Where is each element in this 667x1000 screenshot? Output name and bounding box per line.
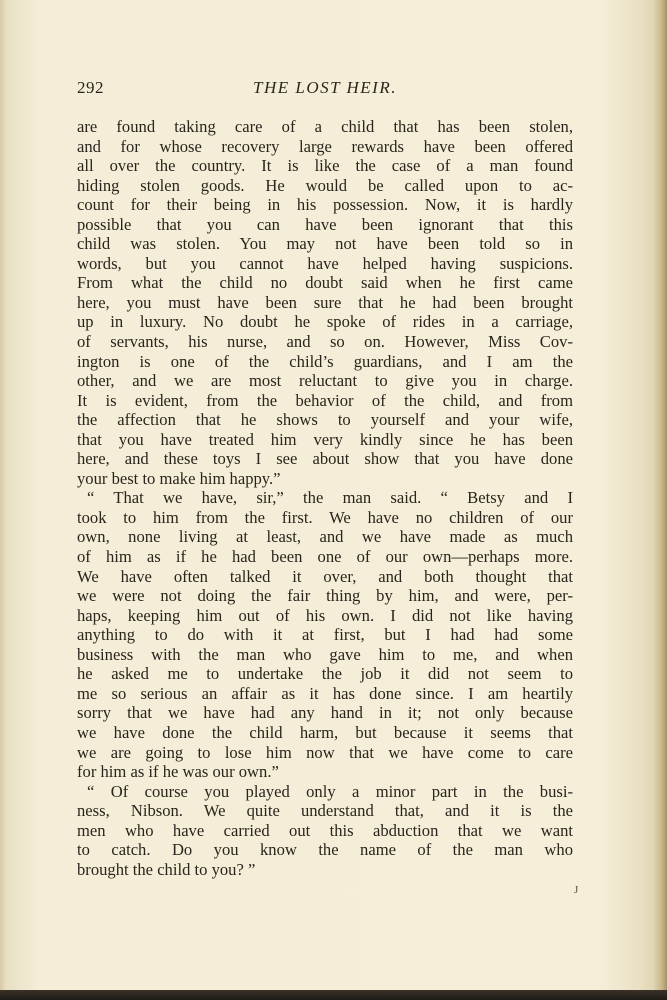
- text-line: brought the child to you? ”: [77, 859, 256, 879]
- text-line: possible that you can have been ignorant that this: [77, 214, 573, 234]
- text-line: up in luxury. No doubt he spoke of rides in a carriage,: [77, 312, 573, 332]
- running-title: THE LOST HEIR.: [253, 78, 397, 97]
- text-line: anything to do with it at first, but I had had some: [77, 625, 573, 645]
- page-bottom-edge: [0, 990, 667, 1000]
- text-line: other, and we are most reluctant to give you in charge.: [77, 371, 573, 391]
- text-line: of him as if he had been one of our own—perhaps more.: [77, 547, 573, 567]
- text-line: business with the man who gave him to me, and when: [77, 644, 573, 664]
- text-line: took to him from the first. We have no children of our: [77, 507, 573, 527]
- text-line: men who have carried out this abduction that we want: [77, 820, 573, 840]
- text-line: “ That we have, sir,” the man said. “ Betsy and I: [87, 488, 573, 508]
- text-line: me so serious an affair as it has done since. I am heartily: [77, 683, 573, 703]
- text-line: we are going to lose him now that we have come to care: [77, 742, 573, 762]
- text-line: ington is one of the child’s guardians, and I am the: [77, 351, 573, 371]
- page-spine-shadow: [653, 0, 667, 1000]
- text-line: we have done the child harm, but because it seems that: [77, 722, 573, 742]
- text-line: own, none living at least, and we have made as much: [77, 527, 573, 547]
- text-line: are found taking care of a child that has been stolen,: [77, 117, 573, 136]
- text-line: words, but you cannot have helped having suspicions.: [77, 253, 573, 273]
- page-header: [77, 78, 573, 100]
- text-line: the affection that he shows to yourself and your wife,: [77, 410, 573, 430]
- text-line: all over the country. It is like the case of a man found: [77, 156, 573, 176]
- text-line: your best to make him happy.”: [77, 468, 281, 488]
- text-line: that you have treated him very kindly since he has been: [77, 429, 573, 449]
- text-line: haps, keeping him out of his own. I did not like having: [77, 605, 573, 625]
- text-line: We have often talked it over, and both thought that: [77, 566, 573, 586]
- text-line: we were not doing the fair thing by him, and were, per-: [77, 586, 573, 606]
- text-line: “ Of course you played only a minor part in the busi-: [87, 781, 573, 801]
- text-line: hiding stolen goods. He would be called upon to ac-: [77, 175, 573, 195]
- text-line: he asked me to undertake the job it did not seem to: [77, 664, 573, 684]
- signature-mark: J: [574, 884, 579, 896]
- page-number: 292: [77, 78, 104, 97]
- text-line: It is evident, from the behavior of the child, and from: [77, 390, 573, 410]
- text-line: here, you must have been sure that he had been brought: [77, 292, 573, 312]
- text-line: count for their being in his possession. Now, it is hardly: [77, 195, 573, 215]
- text-line: child was stolen. You may not have been told so in: [77, 234, 573, 254]
- text-line: sorry that we have had any hand in it; not only because: [77, 703, 573, 723]
- text-line: for him as if he was our own.”: [77, 762, 279, 782]
- text-line: here, and these toys I see about show that you have done: [77, 449, 573, 469]
- text-line: and for whose recovery large rewards have been offered: [77, 136, 573, 156]
- text-line: of servants, his nurse, and so on. However, Miss Cov-: [77, 332, 573, 352]
- text-line: to catch. Do you know the name of the man who: [77, 840, 573, 860]
- page-left-edge: [0, 0, 6, 1000]
- body-text: [77, 117, 573, 879]
- text-line: From what the child no doubt said when he first came: [77, 273, 573, 293]
- text-line: ness, Nibson. We quite understand that, and it is the: [77, 801, 573, 821]
